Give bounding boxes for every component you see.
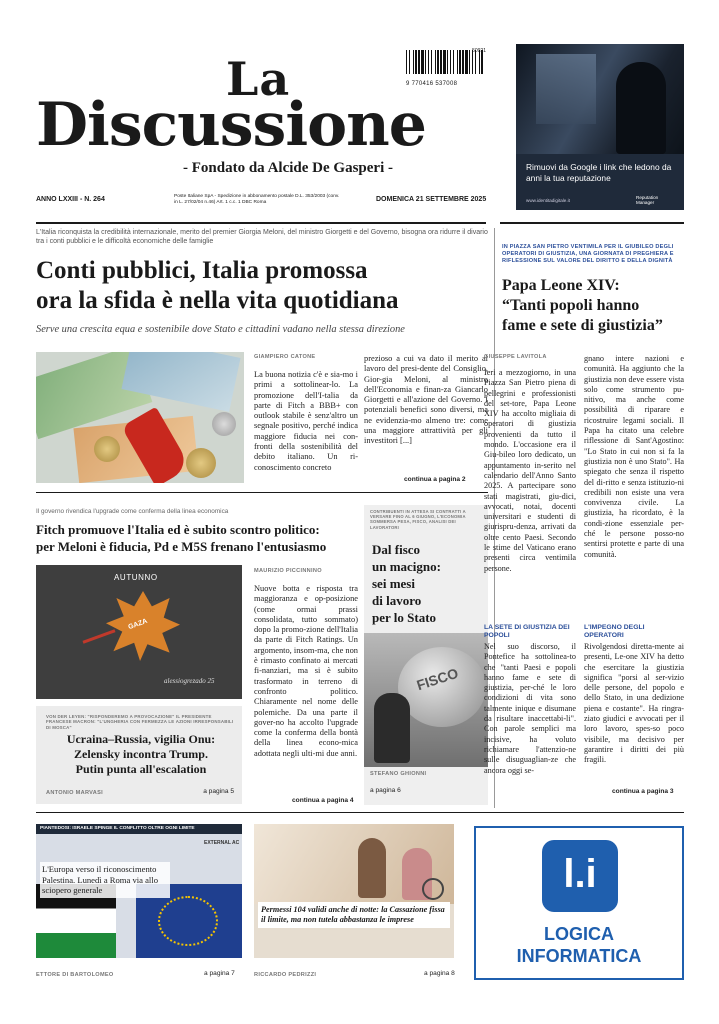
- leone-subhead-1: LA SETE DI GIUSTIZIA DEI POPOLI: [484, 624, 570, 640]
- cartoon-stem: [83, 629, 116, 643]
- ad-text: Rimuovi da Google i link che ledono da anni la tua reputazione: [526, 162, 672, 183]
- barcode-bar: [425, 50, 426, 74]
- barcode-bar: [418, 50, 420, 74]
- barcode-bar: [437, 50, 439, 74]
- fisco-kicker: CONTRIBUENTI IN ATTESA SI CONTRATTI A VERSARE FINO AL 6 GIUGNO, L'ECONOMIA SOMMERSA PESA, FISCO, ANALISI DEI LAVORATORI: [370, 509, 466, 530]
- masthead-tagline: - Fondato da Alcide De Gasperi -: [183, 160, 393, 176]
- fisco-person: [374, 693, 410, 763]
- barcode-bar: [447, 50, 448, 74]
- leone-headline[interactable]: [502, 276, 686, 336]
- fitch-headline-line1: Fitch promuove l'Italia ed è subito scontro politico:: [36, 522, 320, 537]
- barcode-bar: [459, 50, 461, 74]
- leone-headline-line1: Papa Leone XIV:: [502, 277, 620, 294]
- permessi-person-1: [358, 838, 386, 898]
- fitch-headline-line2: per Meloni è fiducia, Pd e M5S frenano l'entusiasmo: [36, 539, 327, 554]
- permessi-headline: Permessi 104 validi anche di notte: la Cassazione fissa il limite, ma non tutela abbastanza le imprese: [258, 902, 450, 928]
- barcode-bar: [443, 50, 446, 74]
- leone-subhead-2: L'IMPEGNO DEGLI OPERATORI: [584, 624, 645, 640]
- leone-body-col2: gnano intere nazioni e comunità. Ha aggiunto che la giustizia non deve essere vista solo come strumento pu-nitivo, ma anche come possibilità di riparare e ricostruire legami sociali. Il Papa ha citato una celebre riflessione di Sant'Agostino: "Lo Stato in cui non si fa la giustizia non è uno Stato". Ha spiegato che senza il rispetto del di-ritto e senza istituzio-ni credibili non esiste una vera convivenza civile. La giustizia, ha ricordato, è la condi-zione essenziale per-ché le persone posso-no sentirsi protette e parte di una comunità.: [584, 354, 684, 559]
- lead-image-euro-map: [36, 352, 244, 483]
- europa-author: ETTORE DI BARTOLOMEO: [36, 972, 114, 978]
- permessi-wheelchair: [422, 878, 444, 900]
- fisco-image-word: FISCO: [414, 664, 461, 694]
- leone-continued[interactable]: continua a pagina 3: [612, 788, 674, 795]
- lead-body-col2: prezioso a cui va dato il merito al lavoro del presi-dente del Consiglio, Gior-gia Meloni, al ministro dell'Economia e finan-za Giancarlo Giorgetti e all'azione del Governo. I potenziali benefici sono diversi, ma ne evidenzia-mo almeno tre: come una maggiore attrattività per gli investitori [...]: [364, 354, 488, 446]
- leone-body-col1b: Nel suo discorso, il Pontefice ha sottolinea-to che "tanti Paesi e popoli hanno fame e sete di giustizia, per-ché le loro condizioni di vita sono talmente inique e disumane da risultare inaccettabi-li". Con parole semplici ma incisive, ha voluto richiamare l'attenzio-ne sulle disuguaglian-ze che ancora oggi se-: [484, 642, 576, 775]
- barcode-bar: [409, 50, 410, 74]
- fisco-stone: [398, 647, 486, 727]
- ucraina-headline: [46, 732, 236, 777]
- barcode-bar: [457, 50, 458, 74]
- ucraina-kicker: VON DER LEYEN: "RISPONDEREMO A PROVOCAZIONE" IL PRESIDENTE FRANCESE MACRON: "L'UNGHERIA CON FERMEZZA LE AZIONI IRRESPONSABILI DI MOSCA": [46, 714, 234, 730]
- leone-headline-line2: “Tanti popoli hanno: [502, 297, 640, 314]
- ucraina-headline-line1: Ucraina–Russia, vigilia Onu:: [66, 732, 216, 746]
- fisco-headline-line3: sei mesi: [372, 576, 415, 591]
- permessi-box[interactable]: [254, 824, 454, 958]
- cartoon-label: GAZA: [127, 617, 149, 632]
- ucraina-headline-line2: Zelensky incontra Trump.: [74, 747, 208, 761]
- masthead-title-line2: Discussione: [36, 90, 426, 160]
- fitch-continued[interactable]: continua a pagina 4: [292, 797, 354, 804]
- lead-headline[interactable]: [36, 256, 488, 316]
- permessi-author: RICCARDO PEDRIZZI: [254, 972, 317, 978]
- barcode-bar: [435, 50, 436, 74]
- fisco-headline-line2: un macigno:: [372, 559, 441, 574]
- logica-name-line1: LOGICA: [544, 924, 614, 944]
- barcode-bar: [415, 50, 417, 74]
- europa-headline: L'Europa verso il riconoscimento Palestina. Lunedì a Roma via allo sciopero generale: [40, 862, 170, 898]
- issue-number: ANNO LXXIII - N. 264: [36, 196, 105, 203]
- ucraina-box[interactable]: [36, 706, 242, 804]
- fisco-headline: [372, 541, 484, 626]
- coin-1: [94, 436, 120, 462]
- barcode-bar: [440, 50, 442, 74]
- lead-headline-line1: Conti pubblici, Italia promossa: [36, 257, 368, 284]
- logica-logo-text: l.i: [563, 852, 597, 896]
- leone-kicker: IN PIAZZA SAN PIETRO VENTIMILA PER IL GIUBILEO DEGLI OPERATORI DI GIUSTIZIA, UNA GIORNATA DI PREGHIERA E RIFLESSIONE SUL VALORE DEL DIRITTO E DELLA DIGNITÀ: [502, 244, 674, 264]
- fisco-author: STEFANO GHIONNI: [370, 771, 427, 777]
- barcode-bar: [421, 50, 424, 74]
- barcode-bar: [462, 50, 464, 74]
- fisco-headline-line1: Dal fisco: [372, 542, 421, 557]
- bottom-section-rule: [36, 812, 684, 813]
- leone-body-col2b: Rivolgendosi diretta-mente ai presenti, Le-one XIV ha detto che esercitare la giustizia significa "porsi al ser-vizio delle persone, del popolo e dello Stato, in una dedizione piena e costante". Ha ringra-ziato giudici e avvocati per il loro lavoro, spes-so poco visibile, ma decisivo per garantire i diritti dei più fragili.: [584, 642, 684, 765]
- cartoon-signature: alessiogrezado 25: [164, 677, 215, 685]
- barcode-bar: [450, 50, 451, 74]
- fisco-headline-line4: di lavoro: [372, 593, 422, 608]
- fisco-page: a pagina 6: [370, 787, 401, 794]
- barcode-bar: [431, 50, 432, 74]
- coin-3: [212, 412, 236, 436]
- coin-2: [186, 448, 216, 478]
- lead-kicker: L'Italia riconquista la credibilità internazionale, merito del premier Giorgia Meloni, del ministro Giorgetti e del Governo, bisogna ora ridurre il divario tra i conti pubblici e le difficoltà economiche delle famiglie: [36, 229, 488, 246]
- cartoon-title: AUTUNNO: [114, 573, 158, 582]
- lead-bottom-rule: [36, 492, 488, 493]
- leone-body-col1: Ieri a mezzogiorno, in una Piazza San Pietro piena di pellegrini e professionisti del set-tore, Papa Leone XIV ha accolto migliaia di operatori di giustizia provenienti da tutto il mondo. L'occasione era il Giu-bileo loro dedicato, un appuntamento in-serito nel calendario dell'Anno Santo 2025. A partecipare sono stati magistrati, giu-dici, avvocati, notai, docenti universitari e studenti di giurispru-denza, arrivati da oltre cento Paesi. Secondo le stime del Vaticano erano presenti circa ventimila persone.: [484, 368, 576, 573]
- fitch-headline[interactable]: [36, 521, 356, 555]
- barcode-number: 9 770416 537008: [406, 81, 458, 87]
- leone-author: GIUSEPPE LAVITOLA: [484, 354, 547, 360]
- fisco-headline-line5: per lo Stato: [372, 610, 437, 625]
- ad-brand: Reputation Manager: [636, 195, 659, 205]
- lead-continued[interactable]: continua a pagina 2: [404, 476, 466, 483]
- ad-logica-informatica[interactable]: [474, 826, 684, 980]
- cartoon-autunno: [36, 565, 242, 699]
- fitch-author: MAURIZIO PICCINNINO: [254, 568, 322, 574]
- masthead-rule: [36, 222, 486, 224]
- lead-body-col1: La buona notizia c'è e sia-mo i primi a sottolinear-lo. La promozione dell'I-talia da parte di Fitch a BBB+ con outlook stabile è senz'altro un segnale positivo, perché indica maggiore fiducia nei con-fronti della sostenibilità del debito italiano. Un ri-conoscimento concreto: [254, 370, 358, 472]
- ad-photo-window: [536, 54, 596, 124]
- barcode-bar: [465, 50, 468, 74]
- logica-name-line2: INFORMATICA: [516, 946, 642, 966]
- barcode-bar: [428, 50, 429, 74]
- leone-headline-line3: fame e sete di giustizia”: [502, 317, 663, 334]
- lead-author: GIAMPIERO CATONE: [254, 354, 316, 360]
- permessi-photo: [254, 824, 454, 904]
- lead-subtitle: Serve una crescita equa e sostenibile dove Stato e cittadini vadano nella stessa direzione: [36, 324, 405, 335]
- fitch-kicker: Il governo rivendica l'upgrade come conferma della linea economica: [36, 508, 229, 515]
- barcode: [406, 50, 486, 90]
- europa-image-text: EXTERNAL AC: [204, 840, 240, 846]
- barcode-bar: [453, 50, 454, 74]
- europa-box[interactable]: [36, 824, 242, 958]
- issue-date: DOMENICA 21 SETTEMBRE 2025: [376, 196, 487, 203]
- barcode-bar: [413, 50, 414, 74]
- ucraina-author: ANTONIO MARVASI: [46, 790, 104, 796]
- barcode-bar: [469, 50, 470, 74]
- ucraina-headline-line3: Putin punta all'escalation: [75, 762, 207, 776]
- fisco-image: [364, 633, 488, 767]
- ucraina-page: a pagina 5: [203, 788, 234, 795]
- barcode-bar: [406, 50, 407, 74]
- permessi-page[interactable]: a pagina 8: [424, 970, 455, 977]
- fisco-box[interactable]: [364, 505, 488, 805]
- ad-reputation[interactable]: [516, 44, 684, 210]
- masthead-rule-right: [500, 222, 684, 224]
- ad-photo-person: [616, 62, 666, 154]
- europa-flag-eu-stars: [158, 896, 218, 946]
- barcode-issue: 50921: [472, 48, 486, 54]
- europa-kicker: PIANTEDOSI: ISRAELE SPINGE IL CONFLITTO OLTRE OGNI LIMITE: [36, 824, 242, 834]
- europa-page[interactable]: a pagina 7: [204, 970, 235, 977]
- postal-info: Poste Italiane SpA - Spedizione in abbonamento postale D.L. 353/2003 (conv. in L. 27/02/04 n.46) Art. 1 c.c. 1 DBC Roma: [174, 194, 340, 205]
- ad-photo: [516, 44, 684, 154]
- ad-url: www.identitadigitale.it: [526, 198, 570, 203]
- lead-headline-line2: ora la sfida è nella vita quotidiana: [36, 287, 399, 314]
- masthead-title-line1: La: [226, 52, 291, 106]
- fitch-body: Nuove botta e risposta tra maggioranza e op-posizione (come ormai prassi consolidata, tutto sommato) dopo la promo-zione dell'Italia da parte di Fitch Ratings. Un argomento, insom-ma, che non è rimasto confinato ai mercati fi-nanziari, ma si è subito trasformato in terreno di confronto politico. Chiaramente nel nome delle polemiche. Da una parte il gover-no ha accolto l'upgrade come la conferma della bontà della linea econo-mica adottata negli ulti-mi due anni.: [254, 584, 358, 758]
